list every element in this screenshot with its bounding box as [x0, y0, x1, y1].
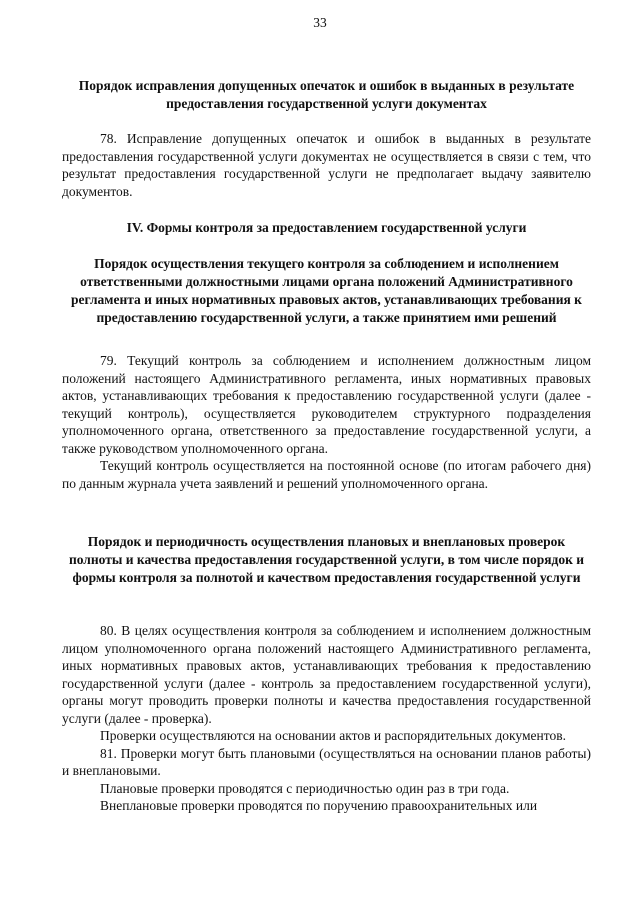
- paragraph-80: 80. В целях осуществления контроля за соблюдением и исполнением должностным лицом уполномоченного органа положений настоящего Административного регламента, иных нормативных правовых актов, устанавливающих требования к предоставлению государственной услуги (далее - контроль за предоставлением государственной услуги), органы могут проводить проверки полноты и качества предоставления государственной услуги (далее - проверка).: [62, 623, 591, 726]
- paragraph-planned-inspections: Плановые проверки проводятся с периодичностью один раз в три года.: [100, 780, 510, 796]
- section-heading-part-iv: [62, 219, 591, 237]
- paragraph-unplanned-inspections: Внеплановые проверки проводятся по поручению правоохранительных или: [100, 798, 538, 813]
- heading-text: Порядок исправления допущенных опечаток и ошибок в выданных в результате предоставления государственной услуги документах: [78, 78, 575, 111]
- heading-text: Порядок и периодичность осуществления плановых и внеплановых проверок полноты и качества предоставления государственной услуги, в том числе порядок и формы контроля за полнотой и качеством предоставления государственной услуги: [68, 534, 585, 585]
- heading-text: IV. Формы контроля за предоставлением государственной услуги: [126, 220, 527, 235]
- page-number: 33: [313, 15, 327, 30]
- section-heading-current-control: [62, 255, 591, 327]
- paragraph-group-80-81: [62, 622, 591, 815]
- paragraph-78: 78. Исправление допущенных опечаток и ошибок в выданных в результате предоставления государственной услуги документах не осуществляется в связи с тем, что результат предоставления государственной услуги не предполагает выдачу заявителю документов.: [62, 131, 591, 199]
- paragraph-group-79: [62, 352, 591, 492]
- paragraph-81: 81. Проверки могут быть плановыми (осуществляться на основании планов работы) и внеплановыми.: [62, 745, 591, 778]
- heading-text: Порядок осуществления текущего контроля за соблюдением и исполнением ответственными должностными лицами органа положений Административного регламента и иных нормативных правовых актов, устанавливающих требования к предоставлению государственной услуги, а также принятием ими решений: [71, 256, 582, 325]
- paragraph-79: 79. Текущий контроль за соблюдением и исполнением должностным лицом положений настоящего Административного регламента, иных нормативных правовых актов, устанавливающих требования к предоставлению государственной услуги (далее - текущий контроль), осуществляется руководителем структурного подразделения уполномоченного органа, ответственного за предоставление государственной услуги, а также руководством уполномоченного органа.: [62, 353, 591, 456]
- section-heading-inspections: [62, 533, 591, 587]
- paragraph-current-control-basis: Текущий контроль осуществляется на постоянной основе (по итогам рабочего дня) по данным журнала учета заявлений и решений уполномоченного органа.: [62, 458, 591, 491]
- section-heading-typo-correction: [62, 77, 591, 113]
- paragraph-group-78: [62, 130, 591, 200]
- paragraph-inspection-basis: Проверки осуществляются на основании актов и распорядительных документов.: [100, 728, 566, 743]
